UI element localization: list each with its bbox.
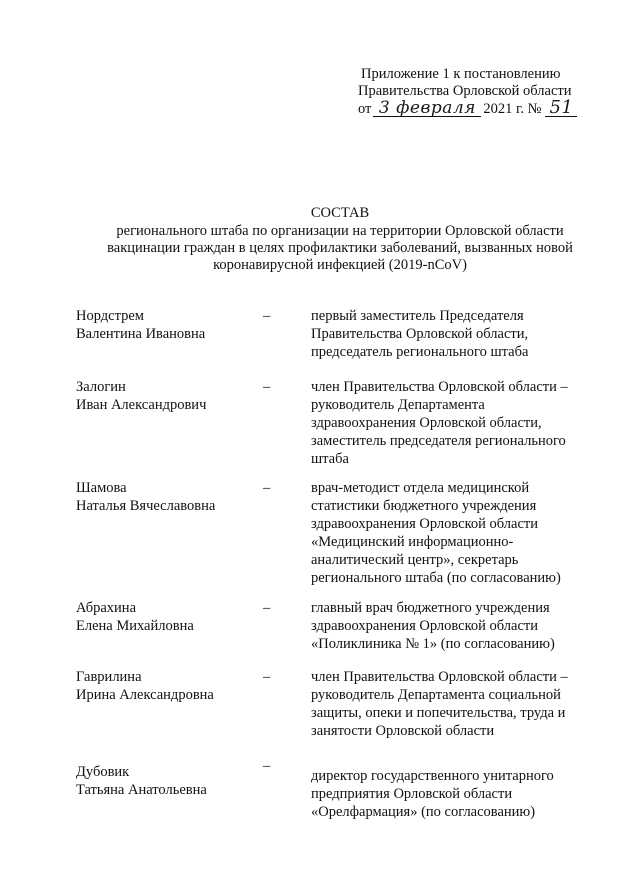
member-role [311, 599, 601, 653]
heading-subtitle-line: вакцинации граждан в целях профилактики заболеваний, вызванных новой [107, 240, 573, 256]
member-surname: Шамова [76, 480, 127, 496]
role-line: руководитель Департамента социальной [311, 687, 561, 703]
role-line: «Орелфармация» (по согласованию) [311, 804, 536, 820]
role-line: первый заместитель Председателя [311, 308, 524, 324]
heading-title: СОСТАВ [310, 205, 370, 221]
role-line: регионального штаба (по согласованию) [311, 570, 561, 586]
date-prefix: от [358, 101, 372, 117]
role-line: здравоохранения Орловской области [311, 516, 538, 532]
role-line: руководитель Департамента [311, 397, 485, 413]
role-line: «Медицинский информационно- [311, 534, 514, 550]
member-role [311, 767, 601, 821]
member-surname: Гаврилина [76, 669, 142, 685]
role-line: директор государственного унитарного [311, 768, 554, 784]
member-given-names: Валентина Ивановна [76, 326, 206, 342]
member-dash: – [263, 669, 271, 685]
member-dash: – [263, 379, 271, 395]
role-line: член Правительства Орловской области – [311, 379, 568, 395]
handwritten-date: 3 февраля [373, 100, 481, 117]
member-role [311, 668, 601, 740]
role-line: «Поликлиника № 1» (по согласованию) [311, 636, 555, 652]
member-name [76, 307, 256, 343]
role-line: председатель регионального штаба [311, 344, 529, 360]
member-name [76, 668, 256, 704]
role-line: занятости Орловской области [311, 723, 495, 739]
member-role [311, 479, 601, 587]
member-given-names: Иван Александрович [76, 397, 207, 413]
member-dash: – [263, 758, 271, 774]
member-given-names: Татьяна Анатольевна [76, 782, 207, 798]
member-name [76, 763, 256, 799]
member-surname: Нордстрем [76, 308, 144, 324]
role-line: врач-методист отдела медицинской [311, 480, 530, 496]
member-given-names: Елена Михайловна [76, 618, 194, 634]
member-role [311, 307, 601, 361]
role-line: предприятия Орловской области [311, 786, 513, 802]
member-dash: – [263, 600, 271, 616]
role-line: штаба [311, 451, 349, 467]
member-dash: – [263, 480, 271, 496]
member-name [76, 479, 256, 515]
member-dash: – [263, 308, 271, 324]
member-role [311, 378, 601, 468]
document-heading [90, 205, 590, 274]
role-line: статистики бюджетного учреждения [311, 498, 537, 514]
appendix-date-line [358, 97, 618, 118]
heading-subtitle-line: коронавирусной инфекцией (2019-nCoV) [213, 257, 467, 273]
role-line: Правительства Орловской области, [311, 326, 529, 342]
member-surname: Залогин [76, 379, 126, 395]
role-line: член Правительства Орловской области – [311, 669, 568, 685]
member-surname: Абрахина [76, 600, 137, 616]
handwritten-number: 51 [545, 100, 577, 117]
appendix-line-2: Правительства Орловской области [358, 83, 572, 99]
heading-subtitle-line: регионального штаба по организации на территории Орловской области [116, 223, 564, 239]
role-line: защиты, опеки и попечительства, труда и [311, 705, 566, 721]
role-line: аналитический центр», секретарь [311, 552, 519, 568]
role-line: здравоохранения Орловской области [311, 618, 538, 634]
year-suffix: 2021 г. № [483, 101, 542, 117]
appendix-block [358, 66, 618, 118]
appendix-line-1: Приложение 1 к постановлению [361, 66, 561, 82]
member-name [76, 378, 256, 414]
role-line: главный врач бюджетного учреждения [311, 600, 550, 616]
role-line: заместитель председателя регионального [311, 433, 566, 449]
member-surname: Дубовик [76, 764, 130, 780]
member-given-names: Наталья Вячеславовна [76, 498, 216, 514]
role-line: здравоохранения Орловской области, [311, 415, 542, 431]
member-name [76, 599, 256, 635]
member-given-names: Ирина Александровна [76, 687, 214, 703]
